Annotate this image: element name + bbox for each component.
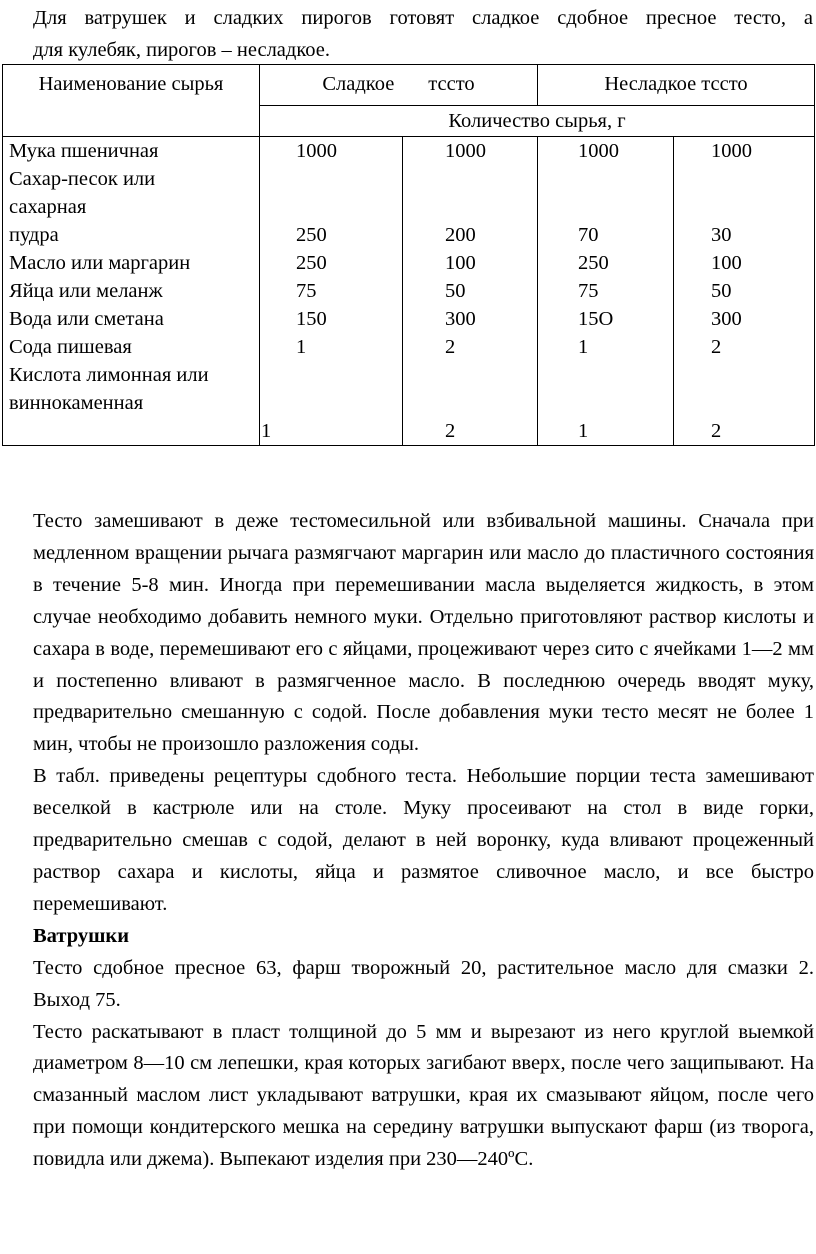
cell: 75 [578, 280, 599, 302]
cell: 75 [296, 280, 317, 302]
cell: 50 [445, 280, 466, 302]
cell: 1 [578, 420, 589, 442]
cell: 1 [296, 336, 307, 358]
ingredient-name: Сода пишевая [9, 336, 132, 358]
cell: 15О [578, 308, 614, 330]
cell: 2 [445, 336, 456, 358]
column-sweet-2 [403, 137, 538, 446]
cell: 2 [445, 420, 456, 442]
cell: 150 [296, 308, 327, 330]
ingredient-name: Масло или маргарин [9, 252, 191, 274]
cell: 1 [261, 420, 272, 442]
header-unsweet: Несладкое тссто [538, 65, 815, 106]
ingredient-name: Кислота лимонная или [9, 364, 209, 386]
ingredient-name: Мука пшеничная [9, 140, 159, 162]
cell [538, 389, 673, 417]
cell [260, 389, 402, 417]
cell: 1 [578, 336, 589, 358]
header-sweet: Сладкое тссто [260, 65, 538, 106]
cell: 200 [445, 224, 476, 246]
cell [674, 193, 814, 221]
ingredient-name: виннокаменная [9, 392, 144, 414]
paragraph-mixing: Тесто замешивают в деже тестомесильной или взбивальной машины. Сначала при медленном вращении рычага размягчают маргарин или масло до пластичного состояния в течение 5-8 мин. Иногда при перемешивании масла выделяется жидкость, в этом случае необходимо добавить немного муки. Отдельно приготовляют раствор кислоты и сахара в воде, перемешивают его с яйцами, процеживают через сито с ячейками 1—2 мм и постепенно вливают в размягченное масло. В последнюю очередь вводят муку, предварительно смешанную с содой. После добавления муки тесто месят не более 1 мин, чтобы не произошло разложения соды. [33, 510, 814, 756]
cell: 250 [578, 252, 609, 274]
intro-line-2: для кулебяк, пирогов – несладкое. [33, 39, 330, 61]
intro-line-1: Для ватрушек и сладких пирогов готовят сладкое сдобное пресное тесто, а [33, 7, 813, 29]
cell [674, 361, 814, 389]
cell: 2 [711, 420, 722, 442]
cell: 100 [711, 252, 742, 274]
header-name: Наименование сырья [3, 65, 260, 137]
ingredient-name: Вода или сметана [9, 308, 164, 330]
cell: 1000 [296, 140, 337, 162]
cell: 70 [578, 224, 599, 246]
cell [538, 361, 673, 389]
cell [260, 165, 402, 193]
cell [674, 165, 814, 193]
cell: 2 [711, 336, 722, 358]
header-quantity: Количество сырья, г [260, 106, 815, 137]
ingredient-name: пудра [9, 224, 59, 246]
section-heading: Ватрушки [33, 924, 130, 947]
cell: 250 [296, 252, 327, 274]
ingredient-name: сахарная [9, 196, 87, 218]
cell: 300 [711, 308, 742, 330]
cell [403, 165, 537, 193]
cell: 30 [711, 224, 732, 246]
cell [538, 165, 673, 193]
paragraph-composition: Тесто сдобное пресное 63, фарш творожный 20, растительное масло для смазки 2. Выход 75. [33, 956, 814, 1011]
ingredient-name: Сахар-песок или [9, 168, 156, 190]
cell: 1000 [578, 140, 619, 162]
paragraph-preparation: Тесто раскатывают в пласт толщиной до 5 мм и вырезают из него круглой выемкой диаметром 8—10 см лепешки, края которых загибают вверх, после чего защипывают. На смазанный маслом лист укладывают ватрушки, края их смазывают яйцом, после чего при помощи кондитерского мешка на середину ватрушки выпускают фарш (из творога, повидла или джема). Выпекают изделия при 230—240ºС. [33, 1020, 814, 1171]
column-unsweet-1 [538, 137, 674, 446]
ingredient-name: Яйца или меланж [9, 280, 163, 302]
column-sweet-1 [260, 137, 403, 446]
cell: 1000 [711, 140, 752, 162]
intro-paragraph [33, 2, 813, 66]
column-unsweet-2 [674, 137, 815, 446]
body-text [33, 506, 814, 1176]
cell: 300 [445, 308, 476, 330]
cell [403, 361, 537, 389]
cell [538, 193, 673, 221]
cell [260, 361, 402, 389]
ingredient-names [3, 137, 260, 446]
cell: 100 [445, 252, 476, 274]
paragraph-recipes: В табл. приведены рецептуры сдобного теста. Небольшие порции теста замешивают веселкой в кастрюле или на столе. Муку просеивают на стол в виде горки, предварительно смешав с содой, делают в ней воронку, куда вливают процеженный раствор сахара и кислоты, яйца и размятое сливочное масло, и все быстро перемешивают. [33, 765, 814, 915]
cell [260, 193, 402, 221]
cell [403, 389, 537, 417]
recipe-table [2, 64, 815, 446]
cell [403, 193, 537, 221]
cell: 250 [296, 224, 327, 246]
cell [674, 389, 814, 417]
cell: 50 [711, 280, 732, 302]
cell: 1000 [445, 140, 486, 162]
